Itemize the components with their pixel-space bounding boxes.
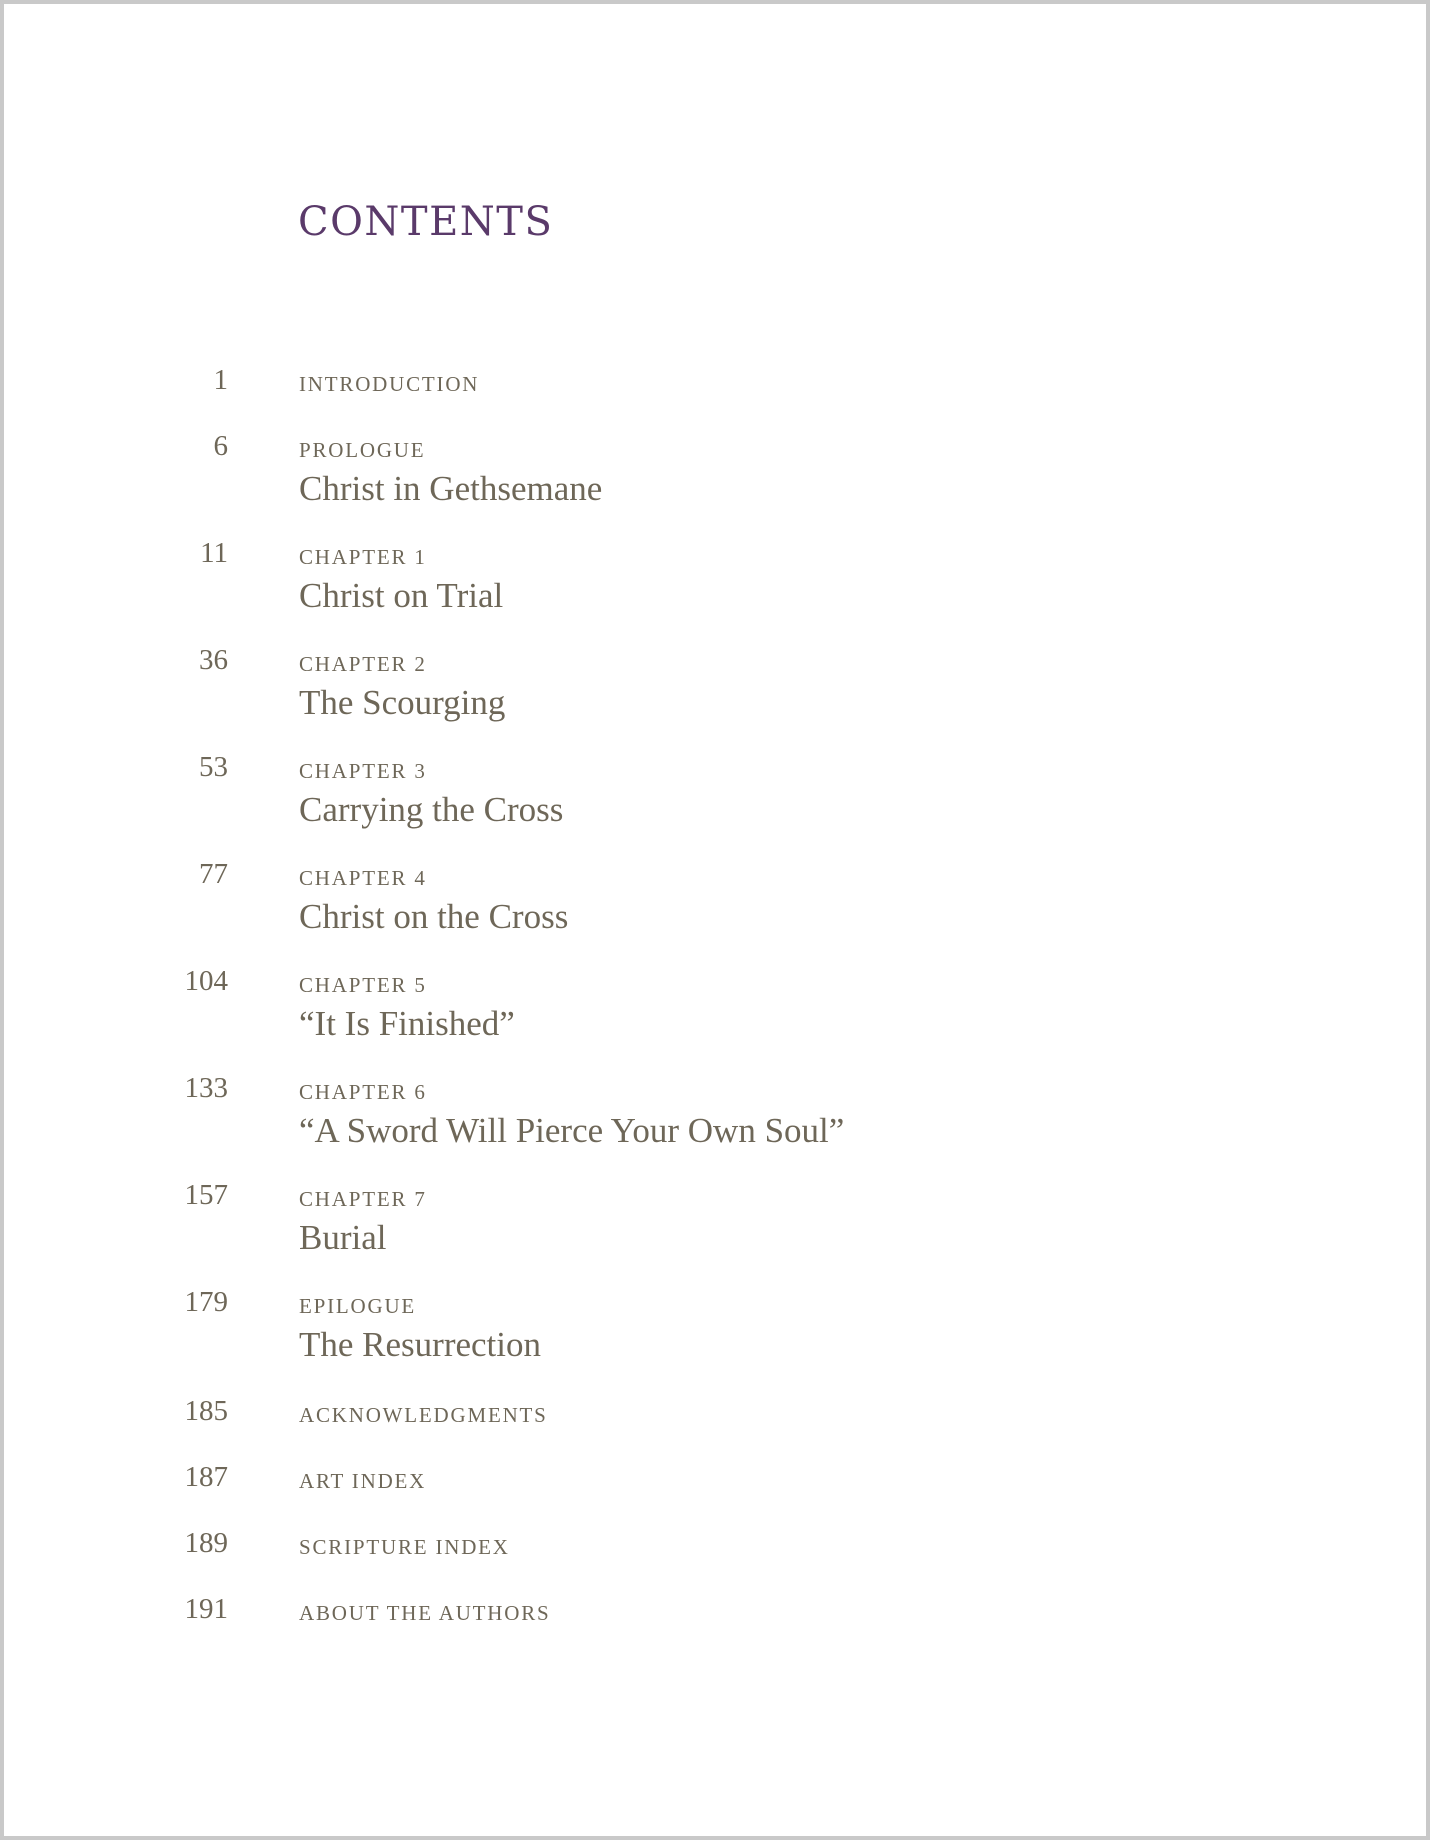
- section-title: “A Sword Will Pierce Your Own Soul”: [299, 1111, 845, 1150]
- section-title: The Scourging: [299, 683, 506, 722]
- page-number: 157: [184, 1179, 228, 1211]
- page-number: 6: [213, 430, 228, 462]
- contents-heading: CONTENTS: [298, 199, 554, 245]
- section-label: INTRODUCTION: [299, 372, 480, 396]
- section-label: CHAPTER 5: [299, 973, 427, 997]
- section-label: ACKNOWLEDGMENTS: [299, 1403, 548, 1427]
- page-number: 185: [184, 1395, 228, 1427]
- page-number: 133: [184, 1072, 228, 1104]
- section-title: Christ in Gethsemane: [299, 469, 603, 508]
- section-label: SCRIPTURE INDEX: [299, 1535, 510, 1559]
- page-number: 36: [199, 644, 228, 676]
- section-title: Burial: [299, 1218, 387, 1257]
- section-label: ART INDEX: [299, 1469, 427, 1493]
- page-number: 11: [200, 537, 228, 569]
- page-number: 187: [184, 1461, 228, 1493]
- section-label: CHAPTER 4: [299, 866, 427, 890]
- page-number: 189: [184, 1527, 228, 1559]
- section-label: ABOUT THE AUTHORS: [299, 1601, 551, 1625]
- page-number: 191: [184, 1593, 228, 1625]
- page-number: 77: [199, 858, 228, 890]
- page-number: 53: [199, 751, 228, 783]
- section-title: “It Is Finished”: [299, 1004, 515, 1043]
- section-title: Christ on the Cross: [299, 897, 569, 936]
- section-title: The Resurrection: [299, 1325, 541, 1364]
- section-label: CHAPTER 7: [299, 1187, 427, 1211]
- section-label: PROLOGUE: [299, 438, 426, 462]
- page-number: 104: [184, 965, 228, 997]
- section-label: CHAPTER 3: [299, 759, 427, 783]
- section-label: EPILOGUE: [299, 1294, 417, 1318]
- section-title: Carrying the Cross: [299, 790, 564, 829]
- page-number: 179: [184, 1286, 228, 1318]
- section-title: Christ on Trial: [299, 576, 504, 615]
- page-number: 1: [213, 364, 228, 396]
- section-label: CHAPTER 2: [299, 652, 427, 676]
- section-label: CHAPTER 6: [299, 1080, 427, 1104]
- section-label: CHAPTER 1: [299, 545, 427, 569]
